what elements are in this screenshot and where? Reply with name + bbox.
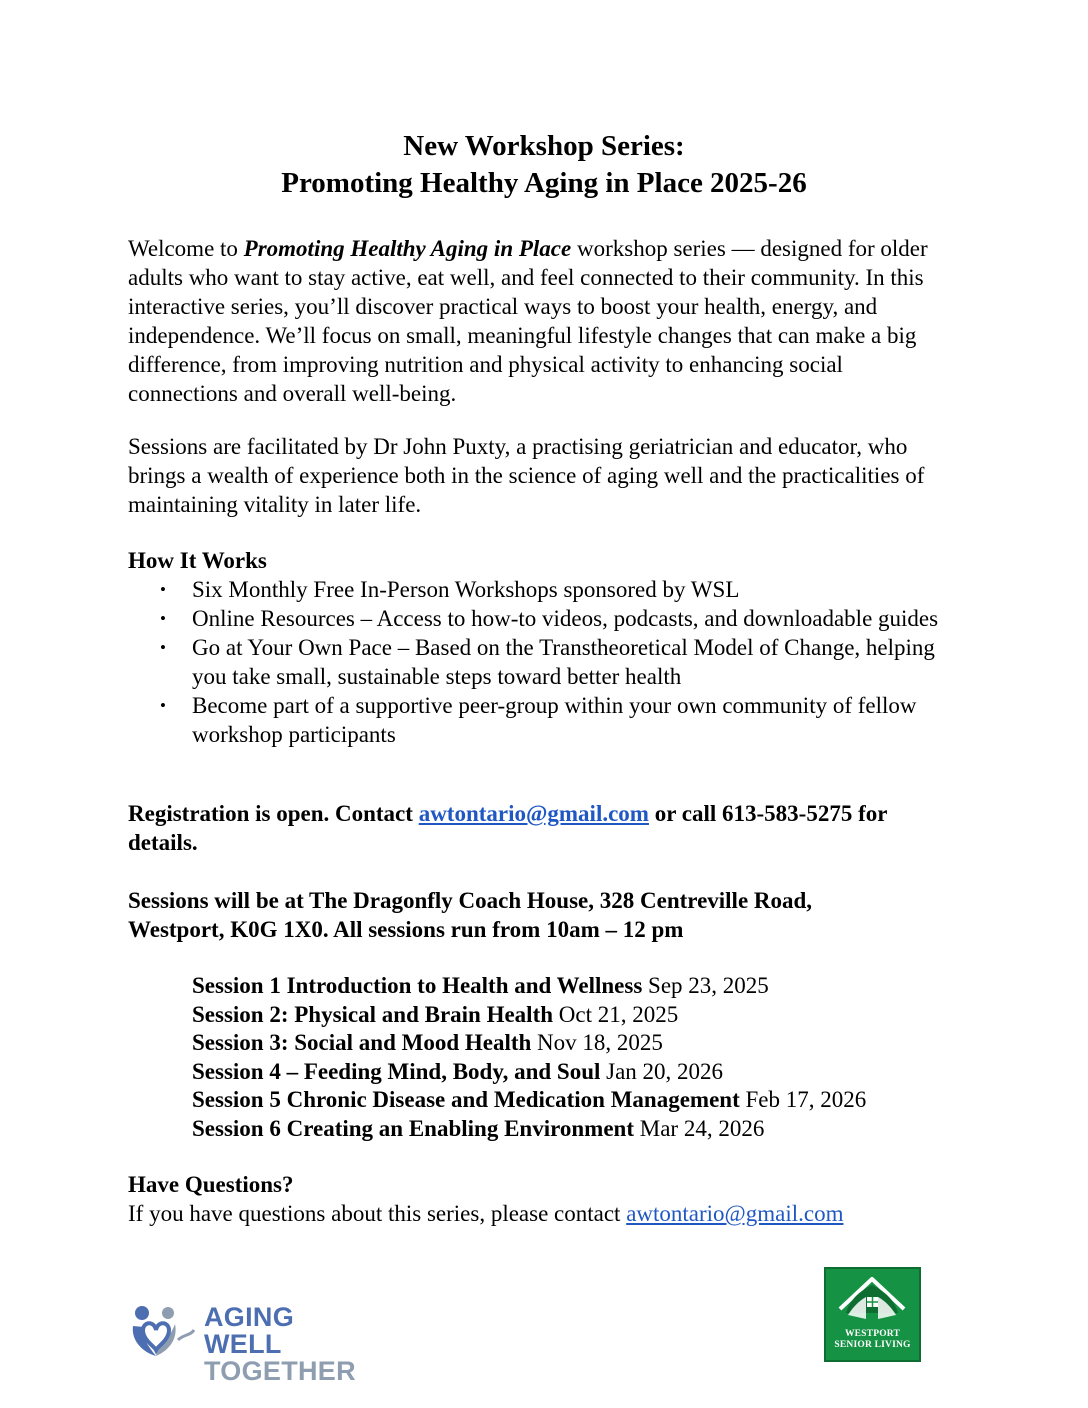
questions-email-link[interactable]: awtontario@gmail.com [626,1201,844,1226]
registration-paragraph [128,799,958,857]
session-row [192,1086,866,1115]
session-date: Mar 24, 2026 [639,1115,765,1141]
awt-wordmark [204,1304,368,1385]
questions-text: If you have questions about this series, please contact [128,1201,627,1226]
session-title: Session 4 – Feeding Mind, Body, and Soul [192,1058,601,1084]
intro-post: workshop series — designed for older adults who want to stay active, eat well, and feel connected to their community. In this interactive series, you’ll discover practical ways to boost your health, energy, and independence. We’ll focus on small, meaningful lifestyle changes that can make a big difference, from improving nutrition and physical activity to enhancing social connections and overall well-being. [128,236,928,406]
session-row [192,1029,866,1058]
list-item: • Online Resources – Access to how-to videos, podcasts, and downloadable guides [192,604,958,633]
session-row [192,1001,866,1030]
session-title: Session 2: Physical and Brain Health [192,1001,554,1027]
awt-line-1: AGING WELL [204,1302,295,1359]
westport-senior-living-logo [824,1267,921,1362]
wsl-wordmark [826,1329,919,1351]
facilitator-paragraph [128,432,958,519]
venue-line-1: Sessions will be at The Dragonfly Coach House, 328 Centreville Road, [128,888,813,913]
intro-pre: Welcome to [128,236,244,261]
session-date: Nov 18, 2025 [537,1030,663,1056]
wsl-line-2: SENIOR LIVING [834,1340,911,1350]
session-title: Session 5 Chronic Disease and Medication Management [192,1087,740,1113]
awt-line-2: TOGETHER [204,1356,356,1386]
page-title [0,128,1088,202]
questions-heading: Have Questions? [128,1172,294,1197]
title-line-1: New Workshop Series: [403,130,685,162]
session-row [192,1058,866,1087]
session-date: Jan 20, 2026 [606,1058,724,1084]
house-icon [826,1269,919,1329]
how-it-works-heading: How It Works [128,548,267,573]
session-date: Oct 21, 2025 [558,1001,679,1027]
questions-line [128,1199,958,1228]
venue-line-2: Westport, K0G 1X0. All sessions run from 10am – 12 pm [128,917,684,942]
aging-well-together-logo [128,1300,368,1386]
registration-pre: Registration is open. Contact [128,801,419,826]
list-item: • Become part of a supportive peer-group within your own community of fellow workshop participants [192,691,958,749]
list-item: • Go at Your Own Pace – Based on the Transtheoretical Model of Change, helping you take small, sustainable steps toward better health [192,633,958,691]
registration-post: or call 613-583-5275 for details. [128,801,888,855]
list-item: • Six Monthly Free In-Person Workshops sponsored by WSL [192,575,958,604]
session-title: Session 3: Social and Mood Health [192,1030,532,1056]
session-title: Session 6 Creating an Enabling Environment [192,1115,634,1141]
venue-paragraph [128,886,958,944]
title-line-2: Promoting Healthy Aging in Place 2025-26 [281,167,807,199]
session-date: Sep 23, 2025 [648,973,769,998]
session-date: Feb 17, 2026 [745,1087,867,1113]
series-name: Promoting Healthy Aging in Place [243,236,572,261]
session-title: Session 1 Introduction to Health and Wellness [192,973,643,998]
wsl-line-1: WESTPORT [844,1329,901,1339]
intro-paragraph [128,234,958,408]
questions-section [128,1170,958,1228]
sessions-list [192,972,866,1144]
session-row [192,1115,866,1144]
how-it-works-list [128,575,958,749]
facilitator-text: Sessions are facilitated by Dr John Puxty, a practising geriatrician and educator, who brings a wealth of experience both in the science of aging well and the practicalities of maintaining vitality in later life. [128,434,925,517]
registration-email-link[interactable]: awtontario@gmail.com [418,801,649,826]
session-row [192,972,866,1001]
how-it-works-section [128,546,958,749]
people-heart-icon [128,1300,198,1360]
